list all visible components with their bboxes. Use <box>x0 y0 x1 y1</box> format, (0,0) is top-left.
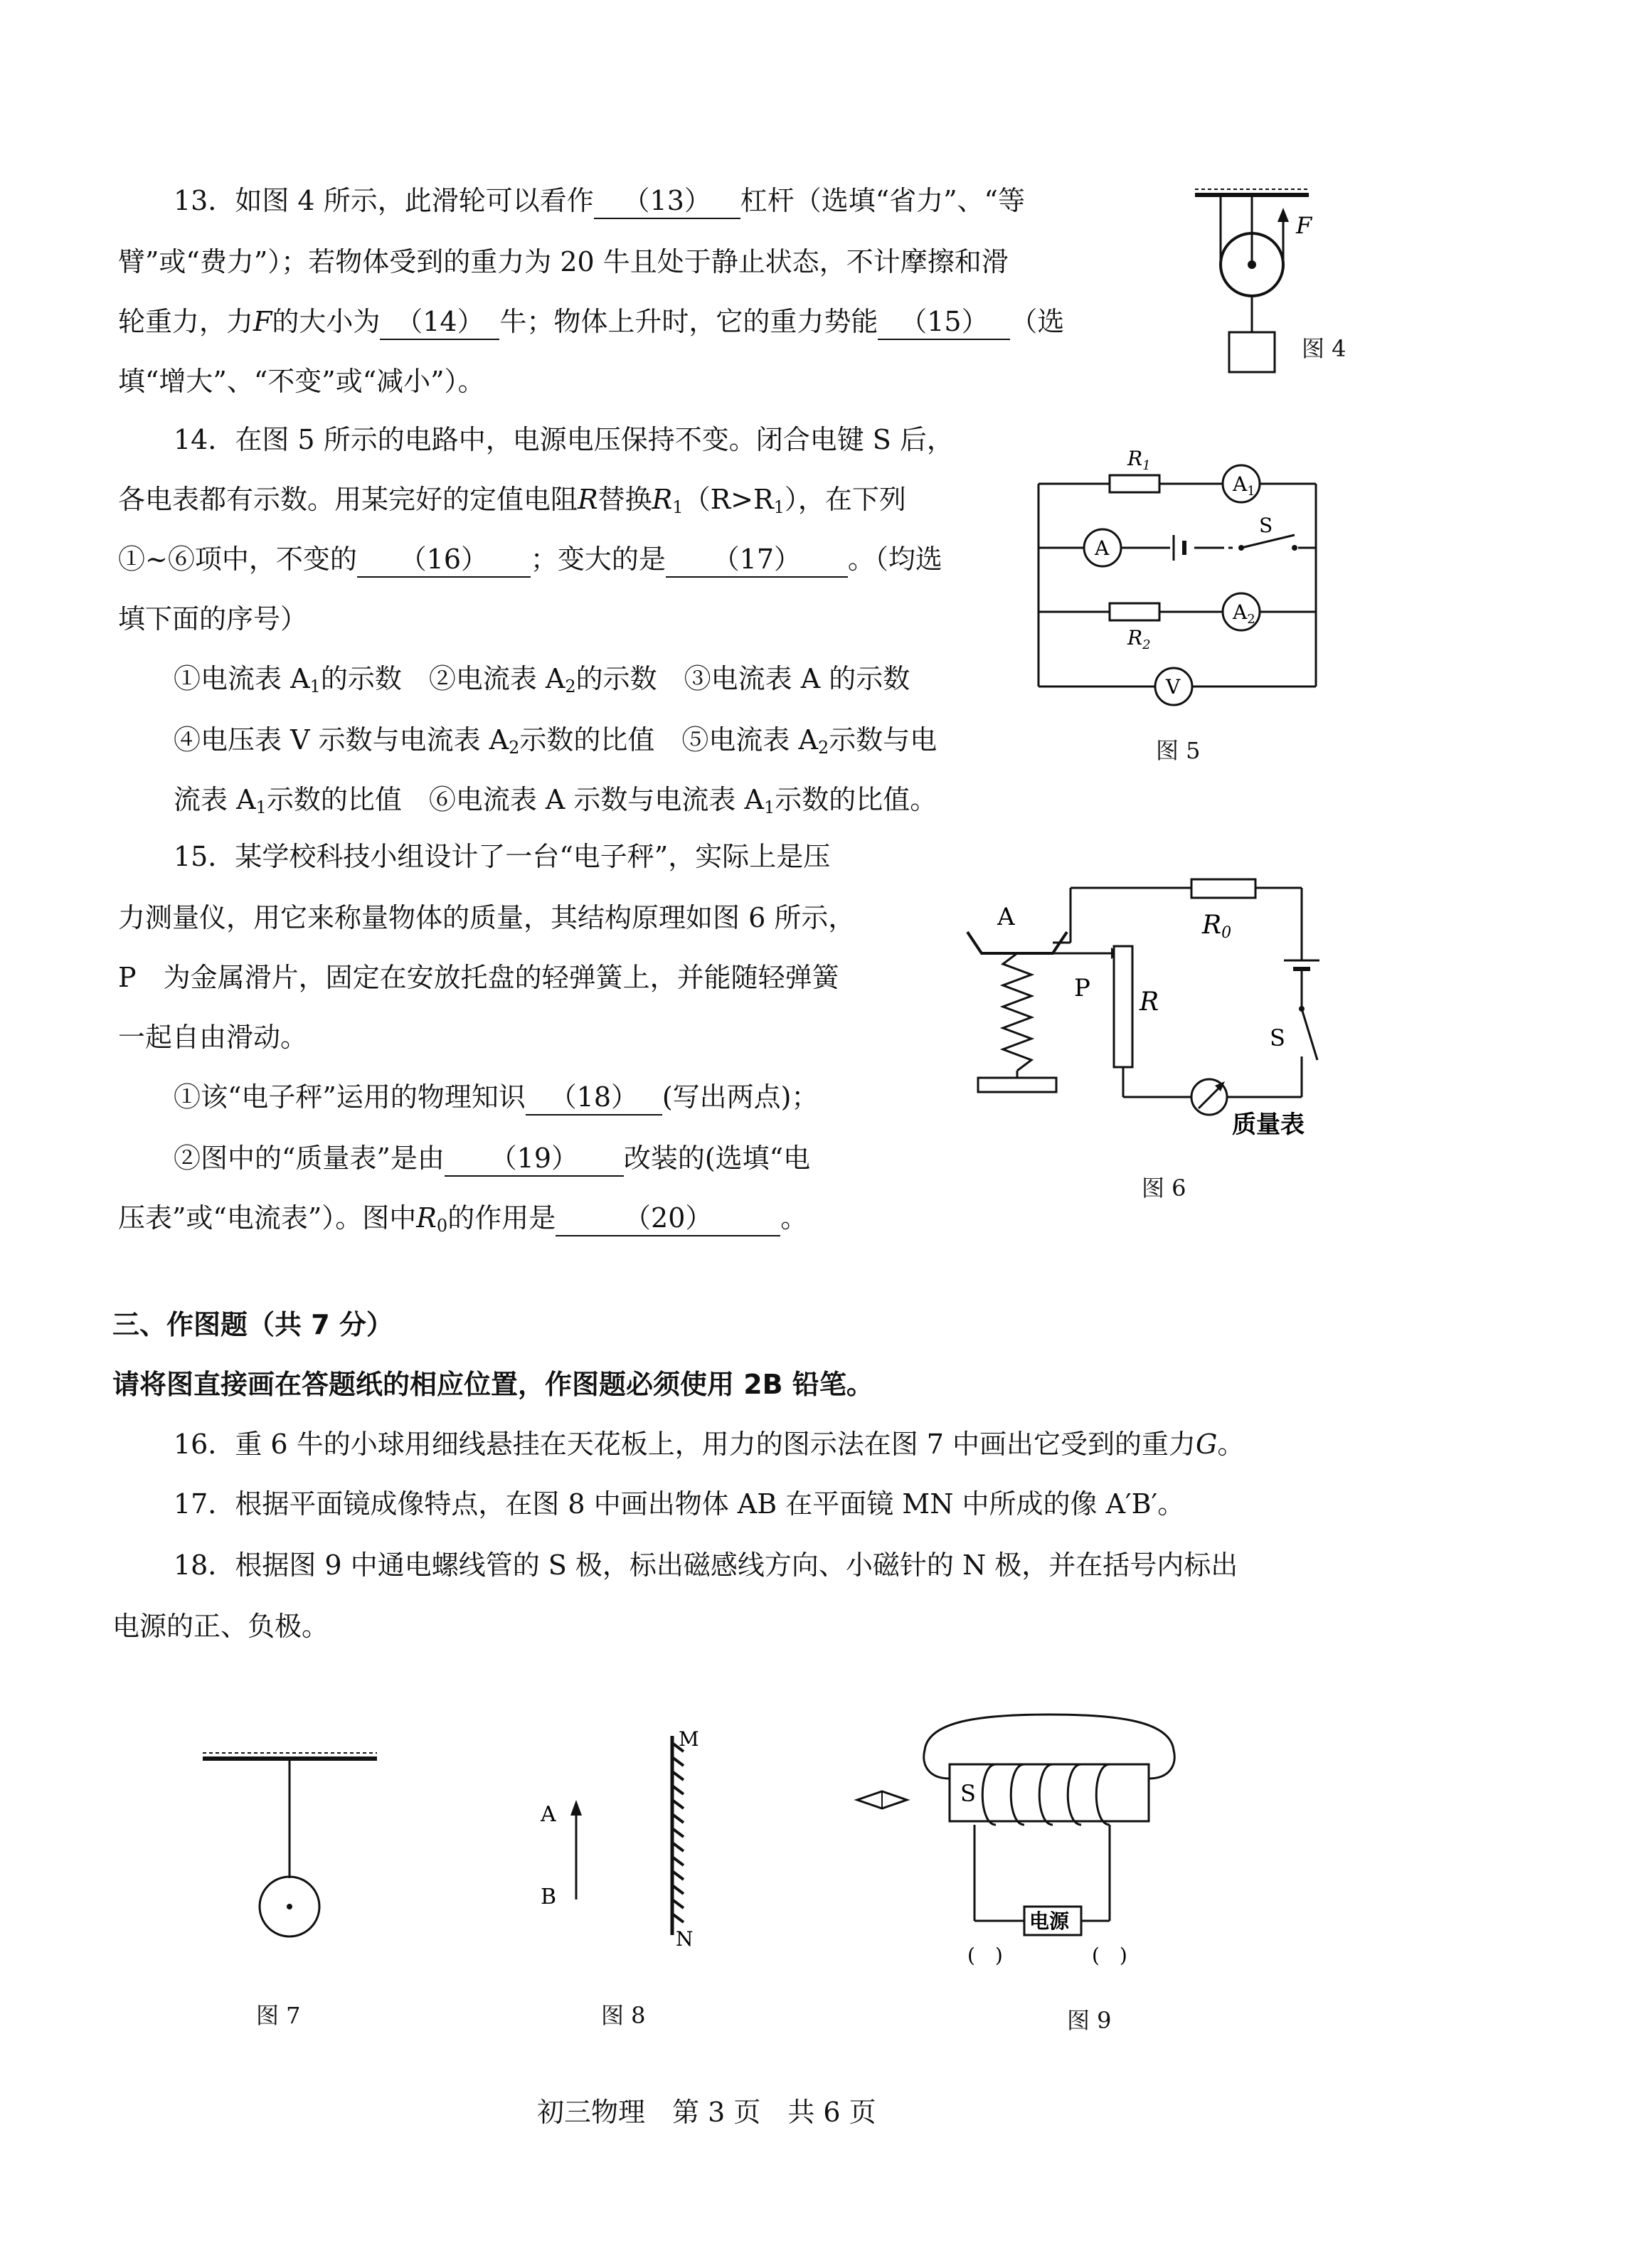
q15-line-7: 压表”或“电流表”）。图中$R_0$的作用是 （20） 。 <box>118 1202 808 1236</box>
answer-blank-17[interactable]: （17） <box>666 542 848 578</box>
left-polarity-bracket[interactable]: ( ) <box>967 1944 1003 1967</box>
figure-8-caption: 图 8 <box>601 2002 646 2029</box>
svg-text:A: A <box>997 903 1015 931</box>
figure-8-mirror <box>526 1729 711 1956</box>
svg-text:S: S <box>960 1780 976 1807</box>
svg-text:质量表: 质量表 <box>1232 1111 1305 1139</box>
answer-blank-13[interactable]: （13） <box>594 184 740 219</box>
base <box>978 1078 1056 1092</box>
spring <box>1003 953 1031 1071</box>
weight-block <box>1229 332 1275 372</box>
svg-text:P: P <box>1074 974 1090 1002</box>
answer-blank-16[interactable]: （16） <box>357 542 531 578</box>
svg-text:电源: 电源 <box>1029 1909 1070 1933</box>
page-footer: 初三物理 第 3 页 共 6 页 <box>537 2097 876 2128</box>
q14-options-1: ①电流表 $A_1$的示数 ②电流表 $A_2$的示数 ③电流表 A 的示数 <box>174 663 910 696</box>
svg-text:R: R <box>1140 987 1159 1017</box>
svg-text:R2: $R_2$ <box>1127 626 1151 652</box>
figure-5-caption: 图 5 <box>1156 737 1201 764</box>
q15-line-1: 15．某学校科技小组设计了一台“电子秤”，实际上是压 <box>174 841 831 872</box>
right-polarity-bracket[interactable]: ( ) <box>1092 1944 1127 1967</box>
svg-text:A1: $A_1$ <box>1233 472 1255 499</box>
svg-text:A: A <box>541 1802 556 1827</box>
svg-text:M: M <box>679 1727 699 1751</box>
q15-line-5: ①该“电子秤”运用的物理知识 （18） (写出两点)； <box>174 1080 819 1116</box>
answer-blank-20[interactable]: （20） <box>556 1201 780 1236</box>
section-3-heading: 三、作图题（共 7 分） <box>112 1309 393 1340</box>
svg-text:S: S <box>1270 1024 1285 1051</box>
figure-4-caption: 图 4 <box>1302 335 1346 362</box>
q14-line-3: ①~⑥项中，不变的 （16） ；变大的是 （17） 。（均选 <box>118 542 942 578</box>
scale-tray <box>967 932 1067 953</box>
svg-text:V: V <box>1166 675 1181 699</box>
answer-blank-19[interactable]: （19） <box>445 1141 624 1177</box>
q15-line-2: 力测量仪，用它来称量物体的质量，其结构原理如图 6 所示， <box>118 902 856 933</box>
q15-line-6: ②图中的“质量表”是由 （19） 改装的(选填“电 <box>174 1141 810 1177</box>
q18-line-1: 18．根据图 9 中通电螺线管的 S 极，标出磁感线方向、小磁针的 N 极，并在括号内标出 <box>174 1549 1238 1581</box>
svg-text:A2: $A_2$ <box>1233 600 1255 627</box>
q14-options-3: 流表 $A_1$示数的比值 ⑥电流表 A 示数与电流表 $A_1$示数的比值。 <box>174 784 937 817</box>
solenoid-core <box>950 1764 1149 1821</box>
q14-line-1: 14．在图 5 所示的电路中，电源电压保持不变。闭合电键 S 后， <box>174 424 954 455</box>
section-3-instruction: 请将图直接画在答题纸的相应位置，作图题必须使用 2B 铅笔。 <box>112 1369 873 1400</box>
q14-line-4: 填下面的序号） <box>118 603 308 635</box>
q14-line-2: 各电表都有示数。用某完好的定值电阻R替换$R_1(R>R_1)$，在下列 <box>118 484 906 517</box>
rheostat-R <box>1114 946 1132 1067</box>
q15-line-4: 一起自由滑动。 <box>118 1022 308 1053</box>
svg-text:R1: $R_1$ <box>1127 447 1151 473</box>
q18-line-2: 电源的正、负极。 <box>112 1611 329 1642</box>
q17-text: 17．根据平面镜成像特点，在图 8 中画出物体 AB 在平面镜 MN 中所成的像 A′B′。 <box>174 1488 1185 1520</box>
svg-text:R0: R0 <box>1202 911 1232 942</box>
resistor-R0 <box>1191 879 1255 898</box>
answer-blank-14[interactable]: （14） <box>380 304 499 340</box>
figure-5-circuit <box>1028 434 1341 719</box>
figure-6-caption: 图 6 <box>1142 1175 1186 1202</box>
resistor-R2 <box>1110 603 1159 620</box>
force-arrow <box>1278 208 1289 222</box>
figure-9-solenoid <box>850 1707 1234 1978</box>
switch-S <box>1302 1009 1317 1060</box>
figure-7-hanging-ball <box>199 1750 384 1949</box>
q15-line-3: P 为金属滑片，固定在安放托盘的轻弹簧上，并能随轻弹簧 <box>118 962 839 993</box>
answer-blank-15[interactable]: （15） <box>878 304 1010 340</box>
label-F: F <box>1296 212 1312 239</box>
q13-line-4: 填“增大”、“不变”或“减小”）。 <box>118 366 485 397</box>
q16-text: 16．重 6 牛的小球用细线悬挂在天花板上，用力的图示法在图 7 中画出它受到的重力G。 <box>174 1429 1245 1460</box>
answer-blank-18[interactable]: （18） <box>526 1080 662 1116</box>
figure-7-caption: 图 7 <box>256 2002 301 2029</box>
q13-line-1: 13．如图 4 所示，此滑轮可以看作 （13） 杠杆（选填“省力”、“等 <box>174 184 1025 219</box>
svg-text:N: N <box>676 1927 694 1951</box>
figure-9-caption: 图 9 <box>1067 2007 1112 2034</box>
q14-options-2: ④电压表 V 示数与电流表 $A_2$示数的比值 ⑤电流表 $A_2$示数与电 <box>174 724 937 758</box>
q13-line-2: 臂”或“费力”）；若物体受到的重力为 20 牛且处于静止状态，不计摩擦和滑 <box>118 246 1009 277</box>
resistor-R1 <box>1110 475 1159 492</box>
svg-text:A: A <box>1095 536 1110 560</box>
svg-text:B: B <box>541 1885 557 1909</box>
svg-text:S: S <box>1259 514 1273 537</box>
figure-6-electronic-scale <box>953 868 1337 1138</box>
q13-line-3: 轮重力，力F的大小为 （14） 牛；物体上升时，它的重力势能 （15） （选 <box>118 304 1064 340</box>
